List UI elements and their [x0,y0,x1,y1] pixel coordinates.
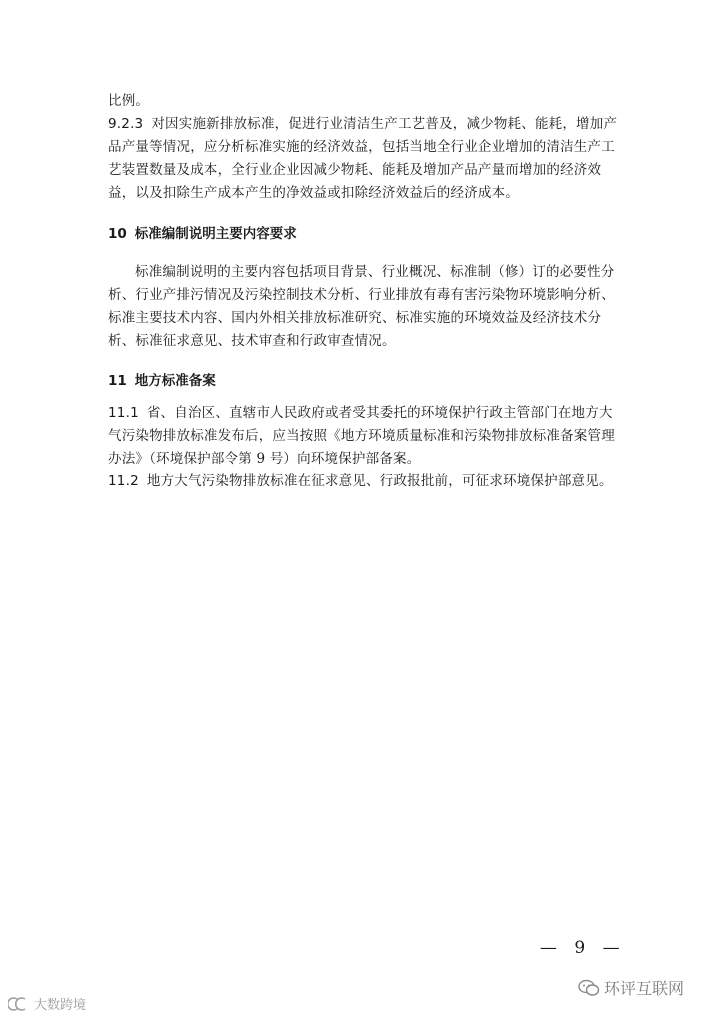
cc-icon [8,996,30,1012]
section-number: 11 [108,373,127,389]
wechat-icon [578,979,600,997]
paragraph-continuation: 比例。 [108,93,150,109]
clause-number: 11.1 [108,405,139,421]
section-number: 10 [108,226,127,242]
clause-text: 对因实施新排放标准，促进行业清洁生产工艺普及，减少物耗、能耗，增加产品产量等情况，应分析标准实施的经济效益，包括当地全行业企业增加的清洁生产工艺装置数量及成本，全行业企业因减少物耗、能耗及增加产品产量而增加的经济效益，以及扣除生产成本产生的净效益或扣除经济效益后的经济成本。 [108,116,618,201]
paragraph-9-2-3 [108,113,618,205]
section-title: 地方标准备案 [134,373,216,389]
clause-text: 省、自治区、直辖市人民政府或者受其委托的环境保护行政主管部门在地方大气污染物排放标准发布后，应当按照《地方环境质量标准和污染物排放标准备案管理办法》（环境保护部令第 9 号）向环境保护部备案。 [108,405,615,467]
paragraph-11-1 [108,402,618,471]
section-10-heading [108,222,297,242]
section-title: 标准编制说明主要内容要求 [134,226,297,242]
paragraph-11-2 [108,470,618,493]
page-number: — 9 — [540,938,626,958]
clause-text: 地方大气污染物排放标准在征求意见、行政报批前，可征求环境保护部意见。 [146,473,613,489]
watermark-right-text: 环评互联网 [604,979,685,998]
watermark-left-text: 大数跨境 [34,998,87,1013]
watermark-right [578,976,684,999]
section-11-heading [108,369,216,389]
section-10-body: 标准编制说明的主要内容包括项目背景、行业概况、标准制（修）订的必要性分析、行业产排污情况及污染控制技术分析、行业排放有毒有害污染物环境影响分析、标准主要技术内容、国内外相关排放标准研究、标准实施的环境效益及经济技术分析、标准征求意见、技术审查和行政审查情况。 [108,264,615,349]
clause-number: 9.2.3 [108,116,144,132]
clause-number: 11.2 [108,473,139,489]
watermark-left [8,994,86,1013]
